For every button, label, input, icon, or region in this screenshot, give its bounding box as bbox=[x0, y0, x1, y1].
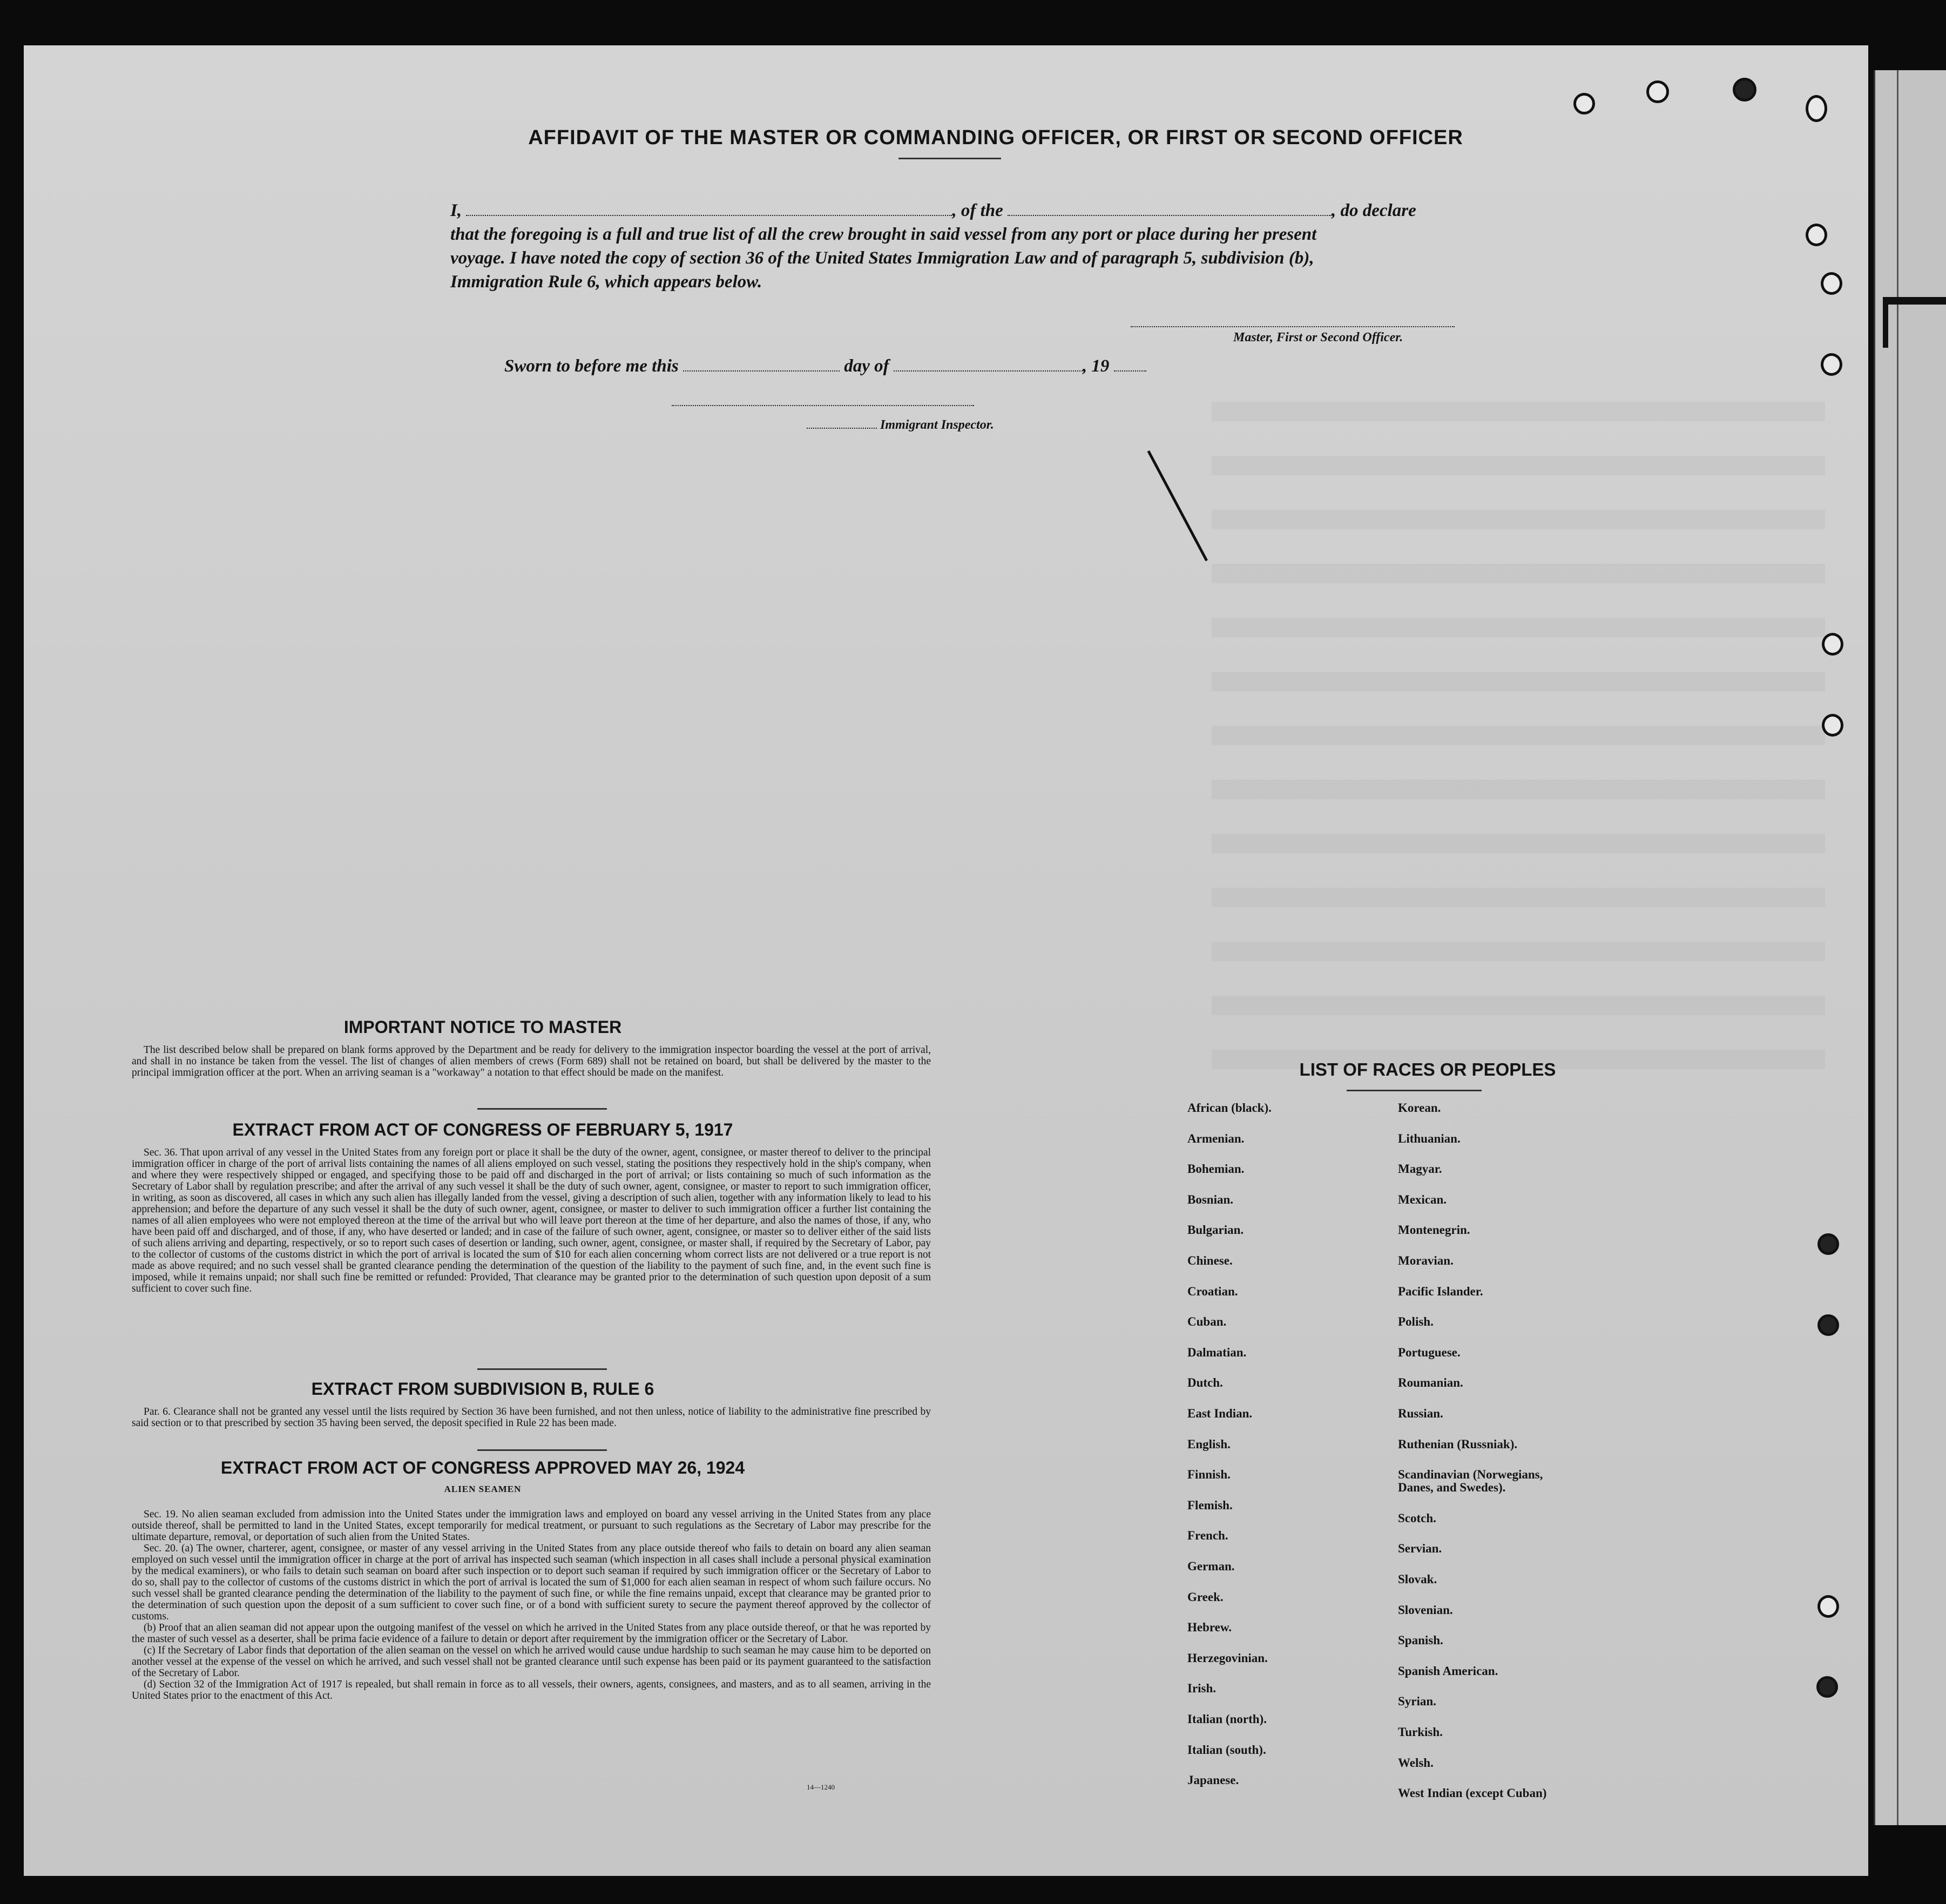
notice-title: IMPORTANT NOTICE TO MASTER bbox=[343, 1017, 622, 1037]
race-item: Finnish. bbox=[1187, 1468, 1231, 1482]
race-item: Scotch. bbox=[1398, 1511, 1436, 1525]
race-item: German. bbox=[1187, 1559, 1235, 1573]
pen-stroke bbox=[1147, 450, 1208, 561]
race-item: Italian (north). bbox=[1187, 1712, 1267, 1726]
race-item: East Indian. bbox=[1187, 1407, 1253, 1420]
affidavit-of-the: , of the bbox=[952, 201, 1003, 220]
form-number: 14—1240 bbox=[807, 1783, 835, 1791]
affidavit-line-2: that the foregoing is a full and true list of all the crew brought in said vessel from any port or place during her present bbox=[450, 225, 1317, 244]
binder-hole bbox=[1646, 80, 1669, 103]
race-item: Irish. bbox=[1187, 1682, 1217, 1696]
race-item: Flemish. bbox=[1187, 1498, 1233, 1512]
race-item: Russian. bbox=[1398, 1407, 1443, 1420]
affidavit-line-1 bbox=[450, 199, 1509, 222]
race-item: Pacific Islander. bbox=[1398, 1284, 1483, 1298]
extract-1917-paragraph: Sec. 36. That upon arrival of any vessel in the United States from any foreign port or place it shall be the duty of the owner, agent, consignee, or master thereof to deliver to the principal immigration officer in charge of the port of arrival lists containing the names of all aliens employed on such vessel, stating the positions they respectively hold in the ship's company, when and where they were respectively shipped or engaged, and specifying those to be paid off and discharged in the port of arrival; or lists containing so much of such information as the Secretary of Labor shall by regulation prescribe; and after the arrival of any such vessel it shall be the duty of such owner, agent, consignee, or master to report to such immigration officer, in writing, as soon as discovered, all cases in which any such alien has illegally landed from the vessel, giving a description of such alien, together with any information likely to lead to his apprehension; and before the departure of any such vessel it shall be the duty of such owner, agent, consignee, or master to deliver to such immigration officer a further list containing the names of all alien employees who were not employed thereon at the time of the arrival but who will leave port thereon at the time of her departure, and also the names of those, if any, who have been paid off and discharged, and of those, if any, who have deserted or landed; and in case of the failure of such owner, agent, consignee, or master so to deliver either of the said lists of such aliens arriving and departing, respectively, or so to report such cases of desertion or landing, such owner, agent, consignee, or master shall, if required by the Secretary of Labor, pay to the collector of customs of the customs district in which the port of arrival is located the sum of $10 for each alien concerning whom correct lists are not delivered or a true report is not made as above required; and no such vessel shall be granted clearance pending the determination of the question of the liability to the payment of such fine, and, in the event such fine is imposed, while it remains unpaid; nor shall such fine be remitted or refunded: Provided, That clearance may be granted prior to the determination of such question upon deposit of a sum sufficient to cover such fine. bbox=[132, 1147, 931, 1294]
section-rule bbox=[477, 1449, 607, 1451]
inspector-caption-text: Immigrant Inspector. bbox=[880, 418, 994, 432]
binder-hole bbox=[1817, 1233, 1839, 1255]
sworn-day-label: day of bbox=[844, 356, 889, 376]
race-item: Turkish. bbox=[1398, 1725, 1443, 1739]
race-item: West Indian (except Cuban) bbox=[1398, 1786, 1547, 1800]
section-20b-paragraph: (b) Proof that an alien seaman did not appear upon the outgoing manifest of the vessel on which he arrived in the United States from any place outside thereof, or that he was reported by the master of such vessel as a deserter, shall be prima facie evidence of a failure to detain or deport after requirement by the immigration officer or the Secretary of Labor. bbox=[132, 1622, 931, 1645]
race-item: Croatian. bbox=[1187, 1284, 1238, 1298]
race-item: Greek. bbox=[1187, 1590, 1224, 1604]
section-19-paragraph: Sec. 19. No alien seaman excluded from admission into the United States under the immigration laws and employed on board any vessel arriving in the United States from any place outside thereof, shall be permitted to land in the United States, except temporarily for medical treatment, or pursuant to such regulations as the Secretary of Labor may prescribe for the ultimate departure, removal, or deportation of such alien from the United States. bbox=[132, 1509, 931, 1543]
affidavit-title: AFFIDAVIT OF THE MASTER OR COMMANDING OFFICER, OR FIRST OR SECOND OFFICER bbox=[528, 126, 1463, 149]
rule-6-text bbox=[132, 1406, 931, 1429]
binder-hole bbox=[1822, 633, 1843, 656]
affidavit-declare: , do declare bbox=[1332, 201, 1416, 220]
inspector-signature-caption bbox=[807, 418, 994, 433]
extract-1917-text bbox=[132, 1147, 931, 1294]
race-item: English. bbox=[1187, 1437, 1231, 1451]
race-item: Bohemian. bbox=[1187, 1162, 1245, 1176]
binder-hole bbox=[1817, 1595, 1839, 1618]
affidavit-i: I, bbox=[450, 201, 462, 220]
race-item: Spanish American. bbox=[1398, 1664, 1498, 1678]
race-item: Scandinavian (Norwegians, bbox=[1398, 1468, 1543, 1482]
manifest-sheet bbox=[24, 45, 1868, 1876]
adjacent-page-mark bbox=[1883, 297, 1946, 348]
section-rule bbox=[477, 1108, 607, 1110]
binder-hole bbox=[1733, 78, 1756, 102]
title-rule bbox=[898, 158, 1001, 159]
sworn-year-label: , 19 bbox=[1082, 356, 1110, 376]
vessel-blank[interactable] bbox=[1008, 200, 1332, 216]
races-title: LIST OF RACES OR PEOPLES bbox=[1299, 1059, 1556, 1079]
master-signature-line[interactable] bbox=[1131, 326, 1455, 327]
section-20d-paragraph: (d) Section 32 of the Immigration Act of 1917 is repealed, but shall remain in force as to all vessels, their owners, agents, consignees, and masters, and as to all seamen, arriving in the United States prior to the enactment of this Act. bbox=[132, 1679, 931, 1702]
sworn-month-blank[interactable] bbox=[894, 355, 1083, 372]
binder-hole bbox=[1817, 1314, 1839, 1336]
section-rule bbox=[1347, 1090, 1482, 1091]
sworn-start: Sworn to before me this bbox=[504, 356, 679, 376]
binder-hole bbox=[1821, 272, 1842, 295]
rule-6-title: EXTRACT FROM SUBDIVISION B, RULE 6 bbox=[311, 1379, 654, 1399]
race-item: Spanish. bbox=[1398, 1633, 1443, 1648]
extract-1924-text bbox=[132, 1509, 931, 1702]
race-item: Chinese. bbox=[1187, 1254, 1233, 1267]
race-item: Hebrew. bbox=[1187, 1621, 1232, 1635]
race-item: Mexican. bbox=[1398, 1192, 1447, 1206]
binder-hole bbox=[1821, 353, 1842, 376]
race-item: Danes, and Swedes). bbox=[1398, 1481, 1506, 1495]
race-item: Welsh. bbox=[1398, 1756, 1434, 1770]
name-blank[interactable] bbox=[466, 200, 952, 216]
race-item: Dalmatian. bbox=[1187, 1345, 1247, 1359]
inspector-caption-leader bbox=[807, 428, 877, 429]
race-item: African (black). bbox=[1187, 1101, 1272, 1115]
binder-hole bbox=[1806, 224, 1827, 246]
race-item: Servian. bbox=[1398, 1542, 1442, 1556]
race-item: Korean. bbox=[1398, 1101, 1441, 1115]
section-rule bbox=[477, 1368, 607, 1370]
binder-hole bbox=[1822, 714, 1843, 737]
race-item: Portuguese. bbox=[1398, 1345, 1461, 1359]
binder-hole bbox=[1816, 1676, 1838, 1698]
race-item: Dutch. bbox=[1187, 1376, 1223, 1390]
race-item: Bulgarian. bbox=[1187, 1223, 1244, 1237]
race-item: Moravian. bbox=[1398, 1254, 1454, 1267]
race-item: Japanese. bbox=[1187, 1773, 1239, 1787]
race-item: Roumanian. bbox=[1398, 1376, 1463, 1390]
alien-seamen-subtitle: ALIEN SEAMEN bbox=[444, 1484, 522, 1494]
section-20a-paragraph: Sec. 20. (a) The owner, charterer, agent, consignee, or master of any vessel arriving in the United States from any place outside thereof who fails to detain on board any alien seaman employed on such vessel until the immigration officer in charge at the port of arrival has inspected such seaman (which inspection in all cases shall include a personal physical examination by the medical examiners), or who fails to detain such seaman on board after such inspection or to deport such seaman if required by such immigration officer or the Secretary of Labor to do so, shall pay to the collector of customs of the customs district in which the port of arrival is located the sum of $1,000 for each alien seaman in respect of whom such failure occurs. No such vessel shall be granted clearance pending the determination of the liability to the payment of such fine, or while the fine remains unpaid, except that clearance may be granted prior to the determination of such question upon the deposit of a sum sufficient to cover such fine, or of a bond with sufficient surety to secure the payment thereof approved by the collector of customs. bbox=[132, 1543, 931, 1622]
race-item: Polish. bbox=[1398, 1315, 1434, 1329]
race-item: Slovak. bbox=[1398, 1572, 1437, 1586]
extract-1924-title: EXTRACT FROM ACT OF CONGRESS APPROVED MAY 26, 1924 bbox=[220, 1458, 745, 1477]
adjacent-page-edge bbox=[1874, 70, 1946, 1825]
notice-paragraph: The list described below shall be prepared on blank forms approved by the Department and be ready for delivery to the immigration inspector boarding the vessel at the port of arrival, and shall in no instance be taken from the vessel. The list of changes of alien members of crews (Form 689) shall not be retained on board, but shall be delivered by the master to the principal immigration officer at the port. When an arriving seaman is a "workaway" a notation to that effect should be made on the manifest. bbox=[132, 1044, 931, 1078]
notice-text bbox=[132, 1044, 931, 1078]
master-signature-caption: Master, First or Second Officer. bbox=[1233, 330, 1403, 345]
race-item: Syrian. bbox=[1398, 1694, 1436, 1709]
race-item: Herzegovinian. bbox=[1187, 1651, 1268, 1665]
binder-hole bbox=[1573, 93, 1595, 114]
affidavit-line-4: Immigration Rule 6, which appears below. bbox=[450, 272, 762, 292]
sworn-year-blank[interactable] bbox=[1114, 355, 1146, 372]
rule-6-paragraph: Par. 6. Clearance shall not be granted any vessel until the lists required by Section 36 have been furnished, and not then unless, notice of liability to the administrative fine prescribed by said section or to that prescribed by section 35 having been served, the deposit specified in Rule 22 has been made. bbox=[132, 1406, 931, 1429]
sworn-line bbox=[504, 354, 1563, 378]
race-item: Slovenian. bbox=[1398, 1603, 1453, 1617]
race-item: Montenegrin. bbox=[1398, 1223, 1470, 1237]
race-item: Italian (south). bbox=[1187, 1743, 1266, 1757]
race-item: Magyar. bbox=[1398, 1162, 1442, 1176]
affidavit-line-3: voyage. I have noted the copy of section 36 of the United States Immigration Law and of paragraph 5, subdivision (b), bbox=[450, 248, 1314, 268]
binder-hole bbox=[1806, 95, 1827, 122]
race-item: Cuban. bbox=[1187, 1315, 1227, 1329]
sworn-day-blank[interactable] bbox=[683, 355, 840, 372]
race-item: Lithuanian. bbox=[1398, 1131, 1461, 1145]
extract-1917-title: EXTRACT FROM ACT OF CONGRESS OF FEBRUARY 5, 1917 bbox=[232, 1120, 733, 1139]
race-item: Armenian. bbox=[1187, 1131, 1245, 1145]
race-item: French. bbox=[1187, 1529, 1228, 1543]
race-item: Bosnian. bbox=[1187, 1192, 1234, 1206]
section-20c-paragraph: (c) If the Secretary of Labor finds that deportation of the alien seaman on the vessel on which he arrived would cause undue hardship to such seaman he may cause him to be deported on another vessel at the expense of the vessel on which he arrived, and such vessel shall not be granted clearance until such expense has been paid or its payment guaranteed to the satisfaction of the Secretary of Labor. bbox=[132, 1645, 931, 1679]
race-item: Ruthenian (Russniak). bbox=[1398, 1437, 1518, 1451]
inspector-signature-line[interactable] bbox=[672, 405, 974, 406]
